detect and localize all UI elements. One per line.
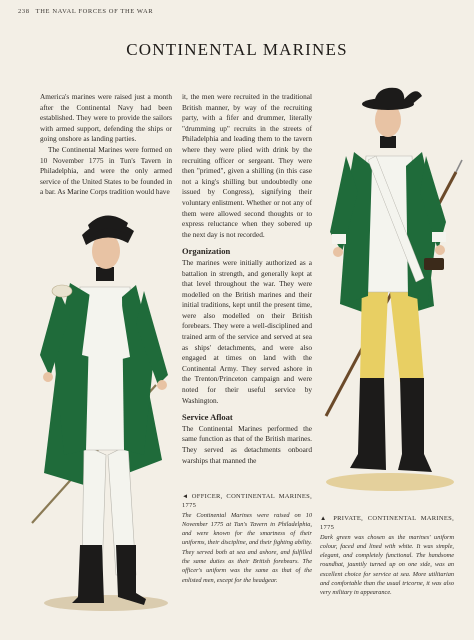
private-illustration [306, 82, 468, 502]
paragraph: The Continental Marines performed the same function as that of the British marines. They served as detachments onboard warships that manned the [182, 423, 312, 465]
officer-illustration [24, 205, 184, 620]
paragraph: The marines were initially authorized as a battalion in strength, and generally kept at that level throughout the war. They were modelled on the British marines and their initial traditions, kept until the present time, were also modelled on their British forebears. They were a well-disciplined and trained arm of the service and served at sea as ships' detachments, and were also engaged at times on land with the Continental Army. They served ashore in the Trenton/Princeton campaign and were noted for their useful service by Washington. [182, 257, 312, 405]
left-text-column [40, 92, 172, 198]
caption-officer [182, 492, 312, 585]
caption-body: The Continental Marines were raised on 10 November 1775 at Tun's Tavern in Philadelphia, and were known for the smartness of their uniforms, their discipline, and their fighting ability. They served both at sea and ashore, and fulfilled the same duties as their British forebears. The officer's uniform was the same as that of the enlisted men, except for the headgear. [182, 511, 312, 584]
caption-title: OFFICER, CONTINENTAL MARINES, 1775 [182, 493, 312, 510]
paragraph: America's marines were raised just a month after the Continental Navy had been established. They were to provide the sailors with armed support, defending the ships or going onshore as landing parties. [40, 92, 172, 144]
caption-body: Dark green was chosen as the marines' uniform colour, faced and lined with white. It was simple, elegant, and completely functional. The handsome roundhat, jauntily turned up on one side, was an excellent choice for service at sea. More utilitarian and comfortable than the usual tricorne, it was also very military in appearance. [320, 533, 454, 597]
page-title: CONTINENTAL MARINES [126, 40, 348, 59]
section-heading-service-afloat: Service Afloat [182, 412, 233, 423]
caption-marker-up-icon: ▲ [320, 515, 329, 522]
paragraph: The Continental Marines were formed on 10 November 1775 in Tun's Tavern in Philadelphia, and were the only armed service of the United States to be founded in a bar. As Marine Corps tradition would have [40, 144, 172, 197]
paragraph: it, the men were recruited in the traditional British manner, by way of the recruiting party, with a fifer and drummer, literally "drumming up" recruits in the streets of Philadelphia and leading them to the tavern where they were plied with drink by the recruiting officer or sergeant. They were then "primed", given a shilling (in this case not a king's shilling but undoubtedly one issued by Congress), signifying their voluntary enlistment. Whether or not any of them were allowed second thoughts or to express reluctance when they sobered up the next day is not recorded. [182, 92, 312, 239]
running-head [18, 8, 153, 15]
caption-title: PRIVATE, CONTINENTAL MARINES, 1775 [320, 515, 454, 532]
caption-private [320, 514, 454, 598]
caption-marker-left-icon: ◄ [182, 493, 189, 500]
running-title: THE NAVAL FORCES OF THE WAR [35, 8, 154, 15]
page-number: 238 [18, 8, 30, 15]
section-heading-organization: Organization [182, 246, 231, 257]
middle-text-column [182, 92, 312, 466]
